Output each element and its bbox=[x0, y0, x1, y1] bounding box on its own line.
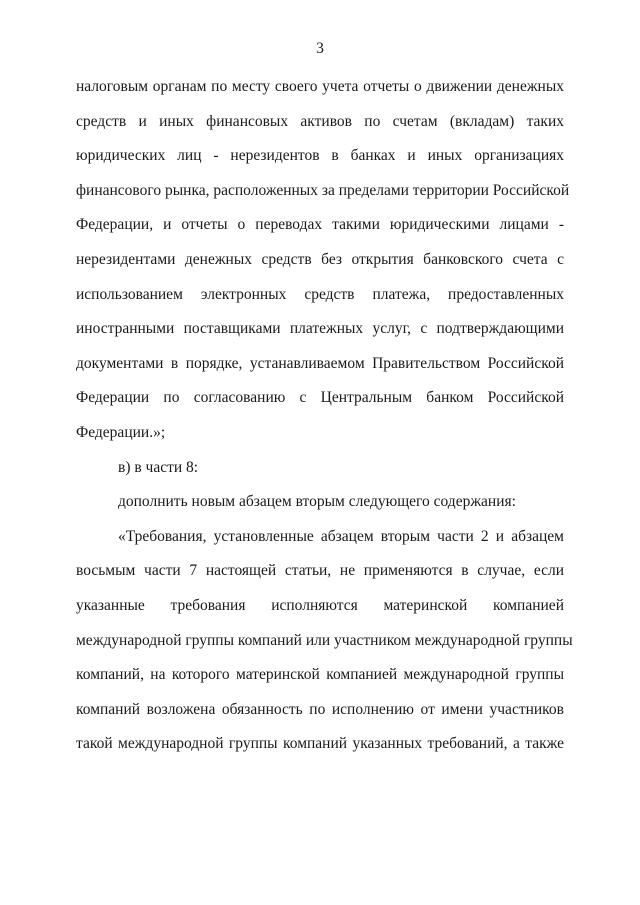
text-line: налоговым органам по месту своего учета отчеты о движении денежных bbox=[76, 78, 564, 95]
text-line: Федерации, и отчеты о переводах такими юридическими лицами - bbox=[76, 216, 564, 234]
text-line: документами в порядке, устанавливаемом Правительством Российской bbox=[76, 354, 564, 372]
text-line: компаний возложена обязанность по исполнению от имени участников bbox=[76, 700, 564, 718]
text-line: иностранными поставщиками платежных услуг, с подтверждающими bbox=[76, 320, 564, 338]
subpoint-heading: в) в части 8: bbox=[118, 458, 199, 476]
text-line: указанные требования исполняются материнской компанией bbox=[76, 596, 564, 614]
text-line: юридических лиц - нерезидентов в банках и иных организациях bbox=[76, 147, 564, 165]
text-line: использованием электронных средств платежа, предоставленных bbox=[76, 285, 564, 303]
amendment-instruction: дополнить новым абзацем вторым следующего содержания: bbox=[118, 493, 516, 511]
text-line: Федерации по согласованию с Центральным банком Российской bbox=[76, 389, 564, 407]
text-line: компаний, на которого материнской компанией международной группы bbox=[76, 666, 564, 684]
text-line: «Требования, установленные абзацем вторым части 2 и абзацем bbox=[118, 527, 564, 545]
text-line: международной группы компаний или участником международной группы bbox=[76, 631, 573, 649]
page-number: 3 bbox=[316, 40, 324, 57]
text-line: средств и иных финансовых активов по счетам (вкладам) таких bbox=[76, 112, 564, 130]
text-line: финансового рынка, расположенных за пределами территории Российской bbox=[76, 181, 570, 199]
document-body bbox=[76, 70, 573, 762]
text-line: Федерации.»; bbox=[76, 423, 166, 441]
text-line: такой международной группы компаний указанных требований, а также bbox=[76, 735, 564, 753]
text-line: восьмым части 7 настоящей статьи, не применяются в случае, если bbox=[76, 562, 564, 580]
text-line: нерезидентами денежных средств без открытия банковского счета с bbox=[76, 250, 564, 268]
